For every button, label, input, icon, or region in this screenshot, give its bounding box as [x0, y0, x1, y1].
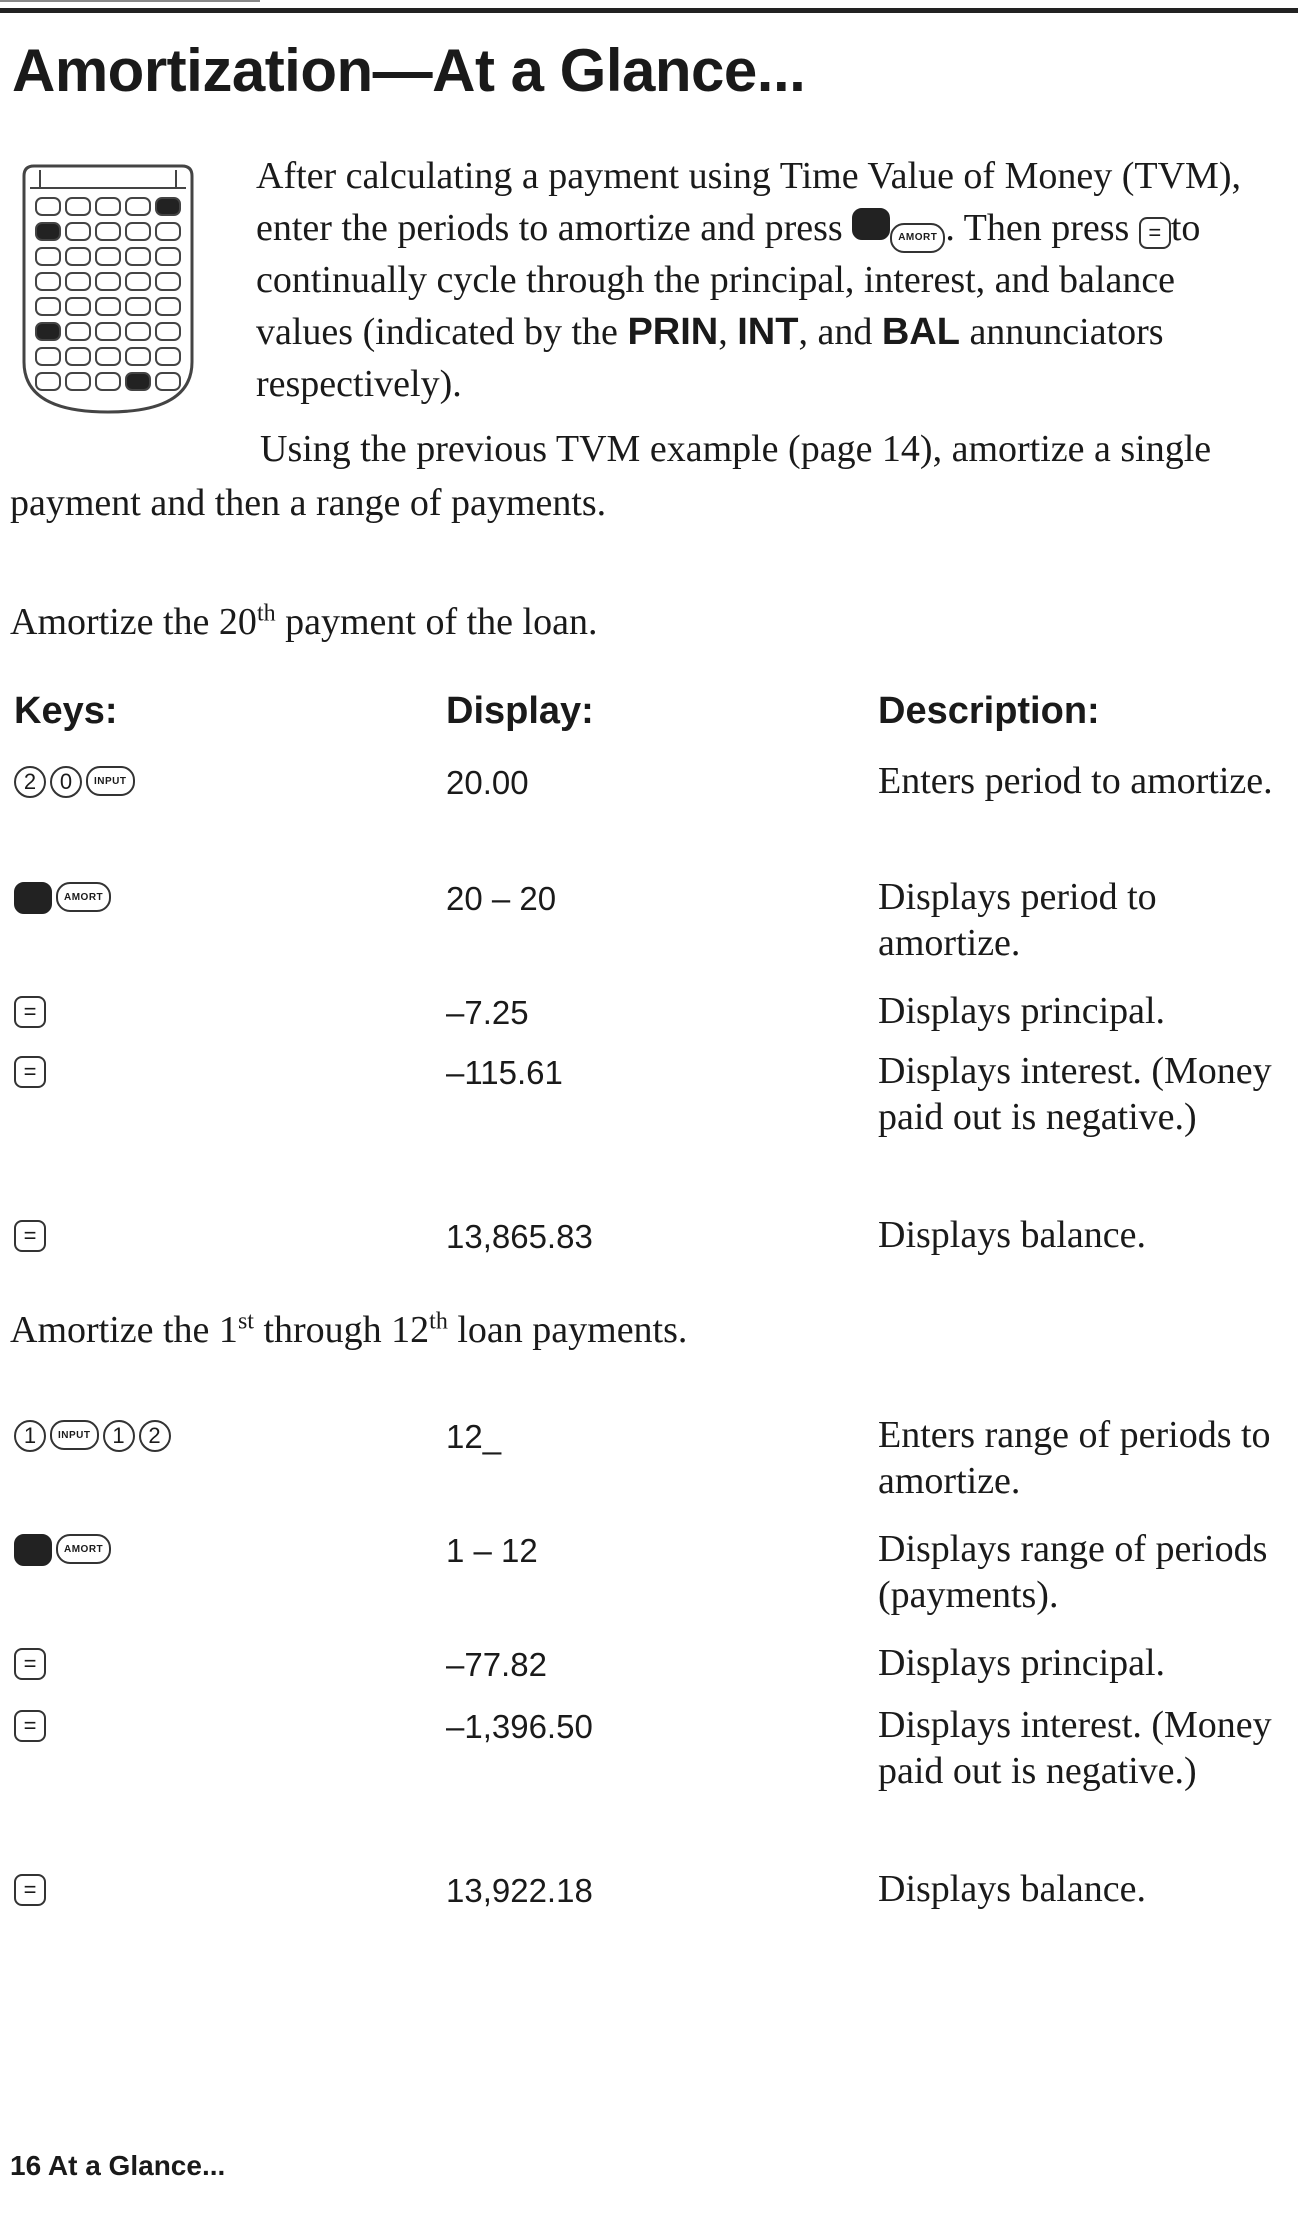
calculator-key-shape [156, 248, 180, 265]
description-text: Displays interest. (Money paid out is negative.) [878, 1050, 1272, 1138]
amort-key-icon: AMORT [890, 223, 945, 253]
calculator-key-shape [36, 248, 60, 265]
display-value: 20 – 20 [446, 880, 557, 917]
calculator-key-shape [126, 348, 150, 365]
calculator-keyboard-icon [16, 162, 200, 416]
display-value: 13,865.83 [446, 1218, 593, 1255]
display-column-header: Display: [446, 690, 594, 732]
keystrokes [14, 1534, 111, 1566]
calculator-key-shape [66, 298, 90, 315]
one-key-icon: 1 [14, 1420, 46, 1452]
calculator-key-shape [66, 348, 90, 365]
calculator-key-shape [66, 248, 90, 265]
shift-key-icon [14, 1534, 52, 1566]
calculator-key-shape [126, 248, 150, 265]
description-column-header: Description: [878, 690, 1100, 732]
equals-key-icon: = [1139, 217, 1171, 249]
keystrokes [14, 1874, 46, 1906]
page-footer: 16 At a Glance... [10, 2150, 226, 2181]
keystrokes [14, 882, 111, 914]
calculator-key-shape [36, 373, 60, 390]
section2-heading: Amortize the 1st through 12th loan payments. [10, 1308, 688, 1351]
equals-key-icon: = [14, 1710, 46, 1742]
page-title: Amortization—At a Glance... [12, 37, 806, 104]
equals-key-icon: = [14, 996, 46, 1028]
description-text: Displays balance. [878, 1214, 1147, 1256]
keystrokes [14, 996, 46, 1028]
calculator-key-shape [36, 323, 60, 340]
top-rule [0, 8, 1298, 13]
calculator-key-shape [96, 273, 120, 290]
calculator-key-shape [66, 223, 90, 240]
description-text: Displays principal. [878, 990, 1166, 1032]
calculator-key-shape [96, 198, 120, 215]
calculator-key-shape [36, 273, 60, 290]
intro-paragraph: After calculating a payment using Time Value of Money (TVM), enter the periods to amortize and press AMORT . Then press = to continually cycle through the principal, interest, and balance values (indicated by the PRIN, INT, and BAL annunciators respectively). [256, 155, 1241, 405]
calculator-key-shape [156, 223, 180, 240]
display-value: –7.25 [446, 994, 529, 1031]
input-key-icon: INPUT [86, 766, 135, 796]
calculator-key-shape [66, 198, 90, 215]
keys-column-header: Keys: [14, 690, 118, 732]
keystrokes [14, 1220, 46, 1252]
display-value: –77.82 [446, 1646, 547, 1683]
equals-key-icon: = [14, 1874, 46, 1906]
description-text: Enters range of periods to amortize. [878, 1414, 1271, 1502]
input-key-icon: INPUT [50, 1420, 99, 1450]
display-value: 1 – 12 [446, 1532, 538, 1569]
calculator-key-shape [126, 223, 150, 240]
calculator-key-shape [126, 198, 150, 215]
calculator-key-shape [36, 198, 60, 215]
calculator-key-shape [126, 373, 150, 390]
description-text: Displays interest. (Money paid out is negative.) [878, 1704, 1272, 1792]
calculator-key-shape [126, 298, 150, 315]
calculator-key-shape [66, 273, 90, 290]
keystrokes [14, 1710, 46, 1742]
calculator-key-shape [96, 248, 120, 265]
calculator-key-shape [156, 323, 180, 340]
keystrokes [14, 1648, 46, 1680]
shift-key-icon [852, 208, 890, 240]
description-text: Enters period to amortize. [878, 760, 1273, 802]
display-value: –1,396.50 [446, 1708, 593, 1745]
example-intro: Using the previous TVM example (page 14), amortize a single payment and then a range of payments. [10, 428, 1212, 524]
calculator-key-shape [156, 298, 180, 315]
zero-key-icon: 0 [50, 766, 82, 798]
calculator-key-shape [66, 323, 90, 340]
calculator-key-shape [66, 373, 90, 390]
keystrokes [14, 1056, 46, 1088]
calculator-key-shape [156, 273, 180, 290]
calculator-key-shape [126, 273, 150, 290]
calculator-key-shape [36, 223, 60, 240]
display-value: –115.61 [446, 1054, 563, 1091]
section1-heading: Amortize the 20th payment of the loan. [10, 600, 598, 643]
description-text: Displays principal. [878, 1642, 1166, 1684]
description-text: Displays balance. [878, 1868, 1147, 1910]
amort-key-icon: AMORT [56, 1534, 111, 1564]
display-value: 12_ [446, 1418, 502, 1455]
two-key-icon: 2 [139, 1420, 171, 1452]
amort-key-icon: AMORT [56, 882, 111, 912]
one-key-icon: 1 [103, 1420, 135, 1452]
calculator-key-shape [156, 348, 180, 365]
calculator-key-shape [96, 348, 120, 365]
shift-key-icon [14, 882, 52, 914]
description-text: Displays range of periods (payments). [878, 1528, 1268, 1616]
calculator-key-shape [96, 223, 120, 240]
equals-key-icon: = [14, 1056, 46, 1088]
calculator-key-shape [96, 373, 120, 390]
calculator-key-shape [126, 323, 150, 340]
description-text: Displays period to amortize. [878, 876, 1157, 964]
calculator-key-shape [36, 298, 60, 315]
equals-key-icon: = [14, 1648, 46, 1680]
keystrokes [14, 1420, 171, 1452]
display-value: 20.00 [446, 764, 529, 801]
equals-key-icon: = [14, 1220, 46, 1252]
calculator-key-shape [156, 198, 180, 215]
keystrokes [14, 766, 135, 798]
two-key-icon: 2 [14, 766, 46, 798]
display-value: 13,922.18 [446, 1872, 593, 1909]
top-thin-rule [0, 0, 260, 2]
calculator-key-shape [96, 323, 120, 340]
calculator-key-shape [156, 373, 180, 390]
calculator-key-shape [36, 348, 60, 365]
calculator-key-shape [96, 298, 120, 315]
